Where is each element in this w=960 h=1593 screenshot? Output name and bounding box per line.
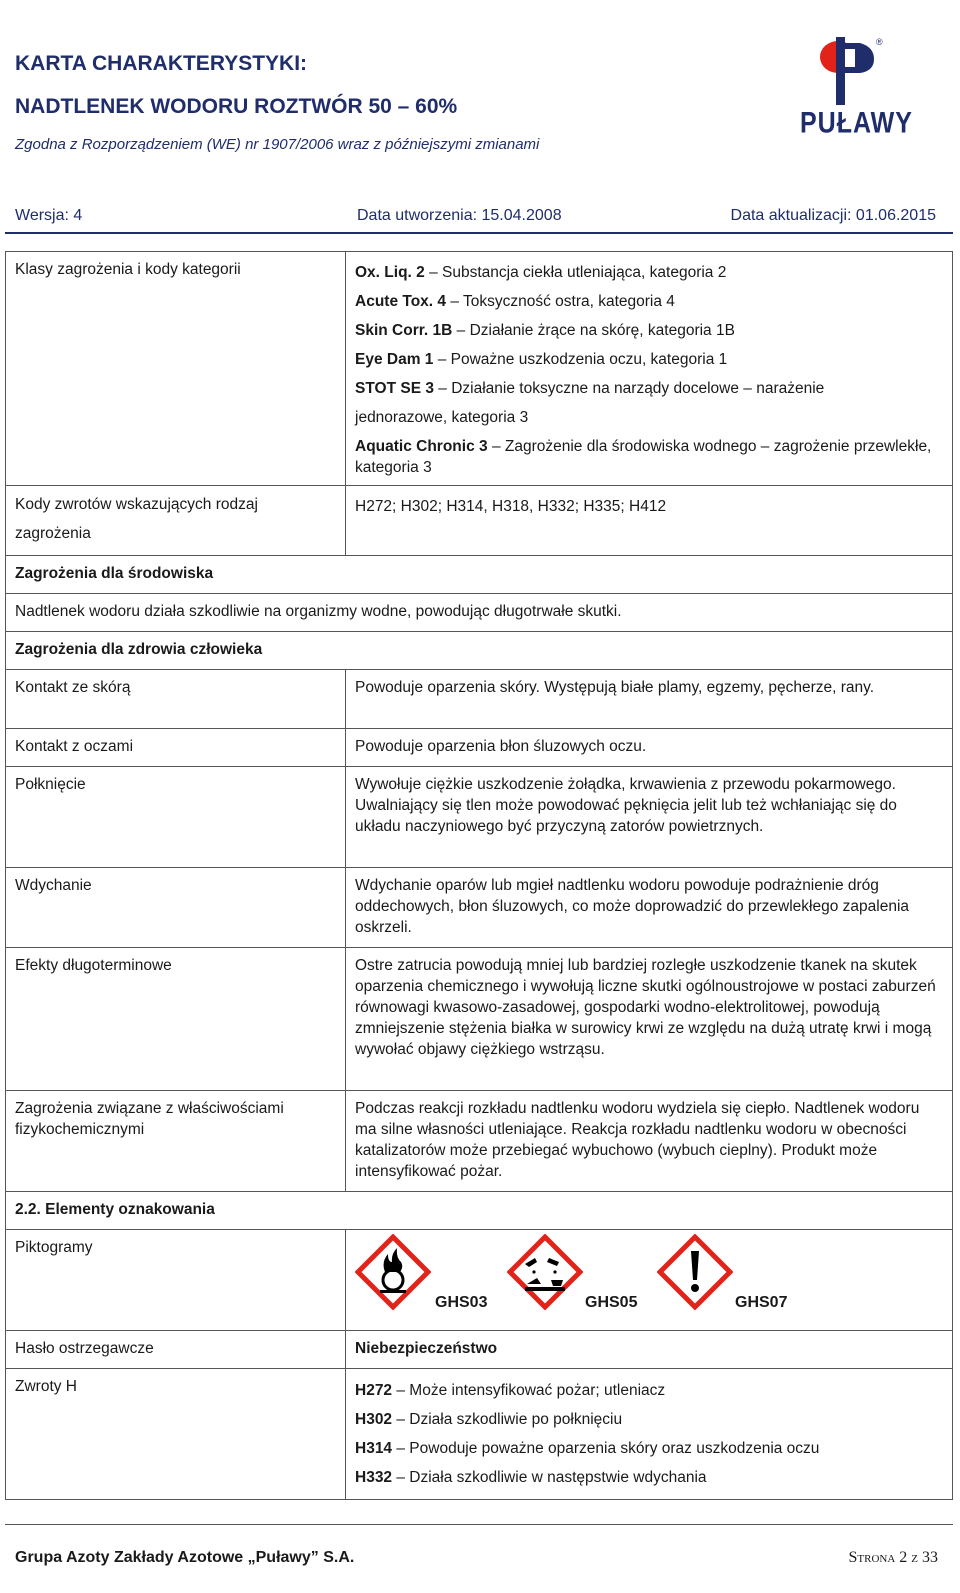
signal-word: Niebezpieczeństwo: [346, 1331, 953, 1369]
h-codes-label: Kody zwrotów wskazujących rodzaj zagrożenia: [6, 486, 346, 556]
health-row: [6, 767, 953, 868]
pictogram-group: [355, 1234, 943, 1310]
pictograms-row: [6, 1230, 953, 1331]
page-number: Strona 2 z 33: [848, 1549, 938, 1566]
labelling-heading: 2.2. Elementy oznakowania: [6, 1192, 953, 1230]
corrosion-icon: [507, 1234, 583, 1310]
health-row: [6, 729, 953, 767]
classification-item: Ox. Liq. 2 – Substancja ciekła utleniająca, kategoria 2: [355, 264, 727, 281]
classification-item: Acute Tox. 4 – Toksyczność ostra, kategoria 4: [355, 293, 675, 310]
h-codes-value: H272; H302; H314, H318, H332; H335; H412: [346, 486, 953, 556]
exclamation-mark-icon: [657, 1234, 733, 1310]
health-row-text: Wywołuje ciężkie uszkodzenie żołądka, krwawienia z przewodu pokarmowego. Uwalniający się tlen może powodować pęknięcia jelit lub też wchłaniając się do układu naczyniowego być przyczyną zatorów powietrznych.: [346, 767, 953, 868]
classification-item: Skin Corr. 1B – Działanie żrące na skórę, kategoria 1B: [355, 322, 735, 339]
logo-wordmark: PUŁAWY: [800, 106, 913, 140]
health-row-label: Wdychanie: [6, 868, 346, 948]
hazard-table: [5, 251, 953, 1500]
environment-text-row: [6, 594, 953, 632]
regulation-note: Zgodna z Rozporządzeniem (WE) nr 1907/2006 wraz z późniejszymi zmianami: [15, 136, 540, 153]
h-statement: H314 – Powoduje poważne oparzenia skóry oraz uszkodzenia oczu: [355, 1440, 820, 1457]
health-row-label: Połknięcie: [6, 767, 346, 868]
health-row: [6, 1091, 953, 1192]
classification-item: Aquatic Chronic 3 – Zagrożenie dla środowiska wodnego – zagrożenie przewlekłe, kategoria 3: [355, 438, 932, 476]
classification-item: jednorazowe, kategoria 3: [355, 409, 529, 426]
signal-word-label: Hasło ostrzegawcze: [6, 1331, 346, 1369]
h-statement: H302 – Działa szkodliwie po połknięciu: [355, 1411, 623, 1428]
health-heading: Zagrożenia dla zdrowia człowieka: [6, 632, 953, 670]
environment-text: Nadtlenek wodoru działa szkodliwie na organizmy wodne, powodując długotrwałe skutki.: [6, 594, 953, 632]
classification-list: [346, 252, 953, 486]
health-row-label: Efekty długoterminowe: [6, 948, 346, 1091]
h-statements-label: Zwroty H: [6, 1369, 346, 1500]
company-name: Grupa Azoty Zakłady Azotowe „Puławy” S.A.: [15, 1549, 355, 1566]
signal-word-row: [6, 1331, 953, 1369]
header-divider: [5, 232, 953, 234]
labelling-heading-row: [6, 1192, 953, 1230]
health-row-text: Powoduje oparzenia skóry. Występują białe plamy, egzemy, pęcherze, rany.: [346, 670, 953, 729]
footer-divider: [5, 1524, 953, 1525]
classification-label: Klasy zagrożenia i kody kategorii: [6, 252, 346, 486]
health-row: [6, 868, 953, 948]
product-name: NADTLENEK WODORU ROZTWÓR 50 – 60%: [15, 95, 458, 118]
health-row: [6, 948, 953, 1091]
h-statement: H272 – Może intensyfikować pożar; utleniacz: [355, 1382, 666, 1399]
creation-date: Data utworzenia: 15.04.2008: [357, 207, 562, 224]
health-row-label: Kontakt z oczami: [6, 729, 346, 767]
pictograms-label: Piktogramy: [6, 1230, 346, 1331]
pictogram-code: GHS05: [585, 1294, 638, 1311]
health-heading-row: [6, 632, 953, 670]
update-date: Data aktualizacji: 01.06.2015: [730, 207, 936, 224]
health-row: [6, 670, 953, 729]
pictogram-code: GHS07: [735, 1294, 788, 1311]
h-codes-row: [6, 486, 953, 556]
classification-row: [6, 252, 953, 486]
health-row-text: Ostre zatrucia powodują mniej lub bardziej rozległe uszkodzenie tkanek na skutek oparzenia chemicznego i wywołują liczne skutki ogólnoustrojowe w postaci zaburzeń równowagi kwasowo-zasadowej, gospodarki wodno-elektrolitowej, powodują zmniejszenie stężenia białka w surowicy krwi ze względu na dużą utratę krwi i mogą wywołać objawy ciężkiego wstrząsu.: [346, 948, 953, 1091]
flame-over-circle-icon: [355, 1234, 431, 1310]
classification-item: STOT SE 3 – Działanie toksyczne na narządy docelowe – narażenie: [355, 380, 825, 397]
h-statements-row: [6, 1369, 953, 1500]
svg-text:®: ®: [876, 37, 883, 47]
health-row-text: Wdychanie oparów lub mgieł nadtlenku wodoru powoduje podrażnienie dróg oddechowych, błon śluzowych, co może doprowadzić do przewlekłego zapalenia oskrzeli.: [346, 868, 953, 948]
classification-item: Eye Dam 1 – Poważne uszkodzenia oczu, kategoria 1: [355, 351, 728, 368]
h-statements-list: [346, 1369, 953, 1500]
document-title: KARTA CHARAKTERYSTYKI:: [15, 52, 308, 75]
pulawy-logo-mark: [800, 35, 900, 110]
health-row-text: Podczas reakcji rozkładu nadtlenku wodoru wydziela się ciepło. Nadtlenek wodoru ma silne własności utleniające. Reakcja rozkładu nadtlenku wodoru w obecności katalizatorów może przebiegać wybuchowo (wybuch cieplny). Produkt może intensyfikować pożar.: [346, 1091, 953, 1192]
health-row-label: Kontakt ze skórą: [6, 670, 346, 729]
environment-heading: Zagrożenia dla środowiska: [6, 556, 953, 594]
version: Wersja: 4: [15, 207, 83, 224]
health-row-text: Powoduje oparzenia błon śluzowych oczu.: [346, 729, 953, 767]
environment-heading-row: [6, 556, 953, 594]
pulawy-logo: [800, 35, 913, 145]
pictogram-code: GHS03: [435, 1294, 488, 1311]
pictograms-cell: [346, 1230, 953, 1331]
h-statement: H332 – Działa szkodliwie w następstwie wdychania: [355, 1469, 707, 1486]
health-row-label: Zagrożenia związane z właściwościami fizykochemicznymi: [6, 1091, 346, 1192]
